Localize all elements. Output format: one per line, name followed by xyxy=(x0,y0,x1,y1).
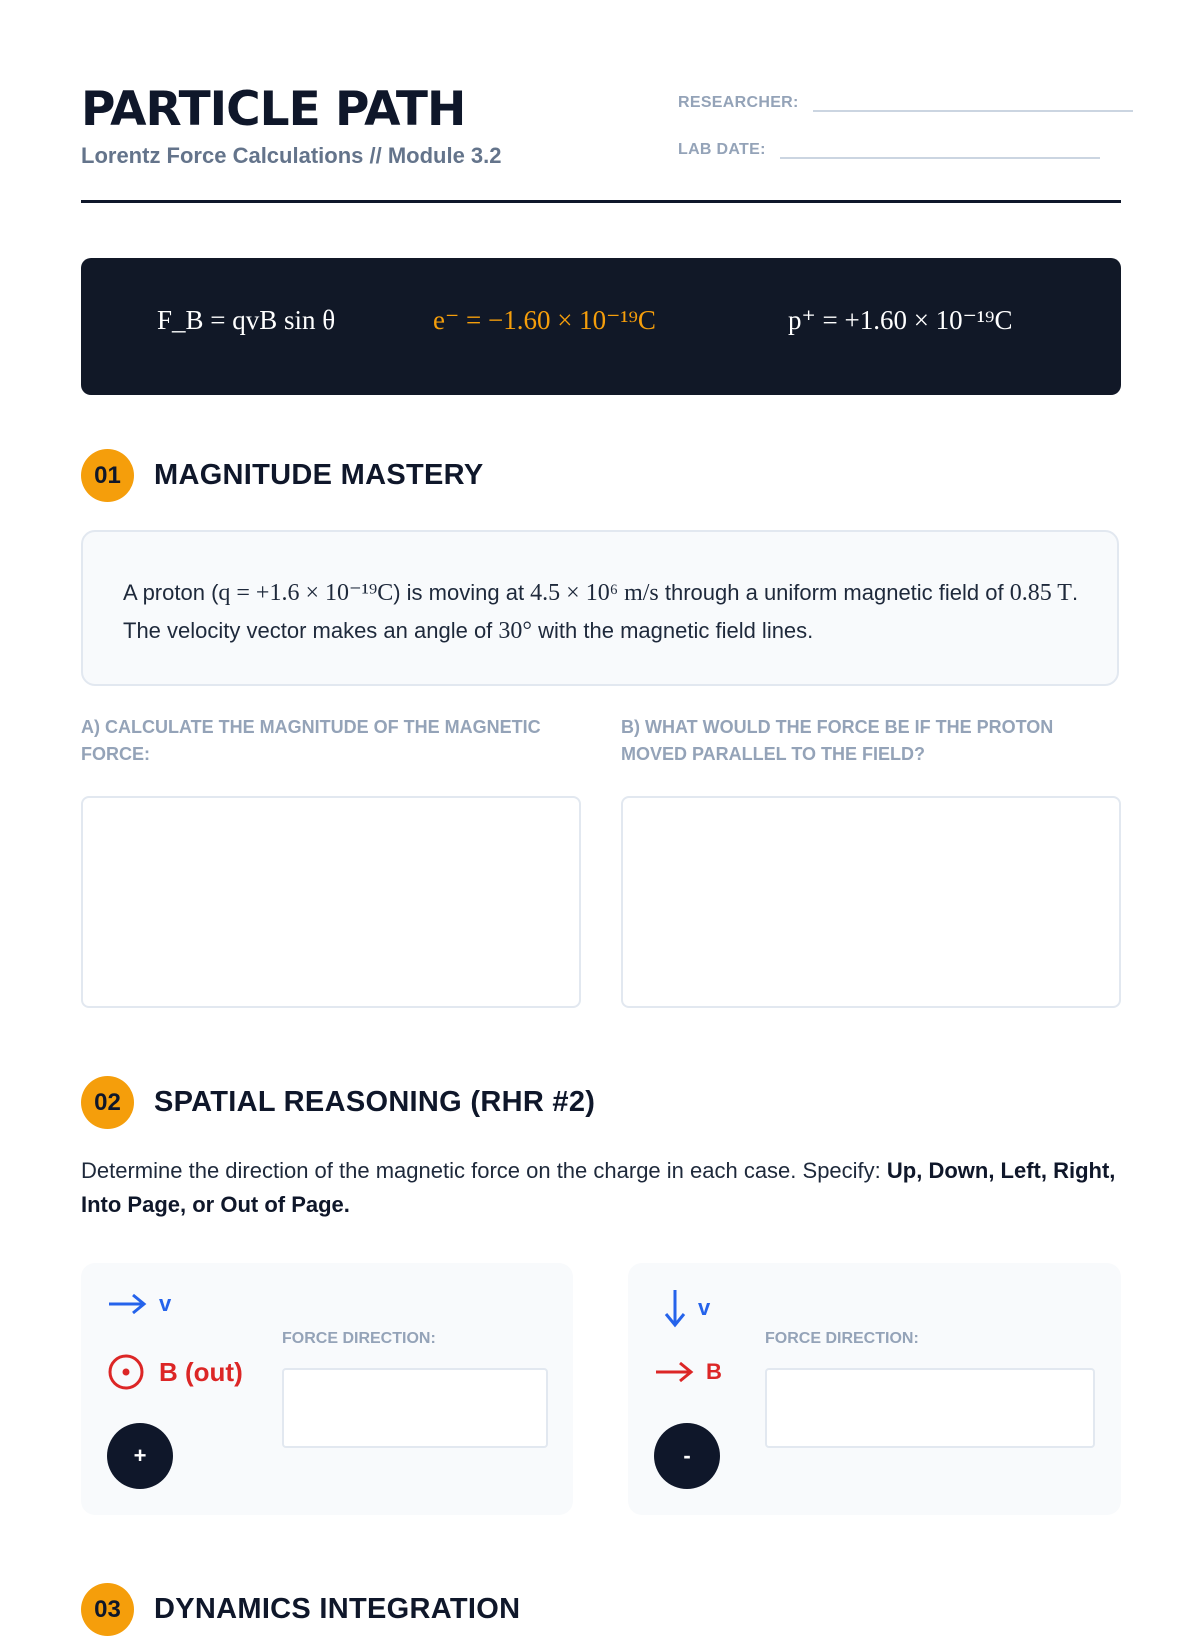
angle-value: 30° xyxy=(498,618,533,644)
arrow-right-icon xyxy=(654,1361,694,1383)
problem-text-part: with the magnetic field lines. xyxy=(532,618,814,643)
header-divider xyxy=(81,200,1121,203)
researcher-row xyxy=(678,88,1133,112)
problem-text-part: A proton ( xyxy=(123,580,219,605)
proton-charge-value: q = +1.6 × 10⁻¹⁹C xyxy=(218,580,394,606)
section-2-number: 02 xyxy=(81,1076,134,1129)
section-2-instructions xyxy=(81,1154,1121,1222)
negative-charge: - xyxy=(654,1423,720,1489)
section-3-number: 03 xyxy=(81,1583,134,1636)
section-1-number: 01 xyxy=(81,449,134,502)
rhr-case-2 xyxy=(628,1263,1121,1515)
field-strength-value: 0.85 T xyxy=(1009,580,1072,606)
proton-speed-value: 4.5 × 10⁶ m/s xyxy=(530,580,659,606)
field-label-1: B (out) xyxy=(159,1356,243,1387)
force-direction-label-2: FORCE DIRECTION: xyxy=(765,1330,919,1347)
section-3-heading xyxy=(81,1583,520,1636)
electron-charge-formula: e⁻ = −1.60 × 10⁻¹⁹C xyxy=(433,305,656,335)
section-3-title: DYNAMICS INTEGRATION xyxy=(154,1593,521,1625)
lorentz-formula: F_B = qvB sin θ xyxy=(157,305,336,335)
field-label-2: B xyxy=(706,1359,722,1384)
force-direction-label-1: FORCE DIRECTION: xyxy=(282,1330,436,1347)
problem-text-part: . The velocity vector makes an angle of xyxy=(123,580,1079,643)
lab-date-label: LAB DATE: xyxy=(678,141,766,158)
lab-date-field[interactable] xyxy=(780,135,1100,159)
lab-date-row xyxy=(678,135,1100,159)
question-b-label: B) WHAT WOULD THE FORCE BE IF THE PROTON MOVED PARALLEL TO THE FIELD? xyxy=(621,717,1054,764)
field-vector-1 xyxy=(107,1353,243,1391)
problem-text xyxy=(123,574,1083,650)
velocity-vector-1 xyxy=(107,1291,171,1317)
problem-box xyxy=(81,530,1119,686)
answer-a-box[interactable] xyxy=(81,796,581,1008)
section-1-title: MAGNITUDE MASTERY xyxy=(154,459,484,491)
rhr-case-1 xyxy=(81,1263,573,1515)
researcher-label: RESEARCHER: xyxy=(678,94,799,111)
worksheet-title: PARTICLE PATH xyxy=(81,82,466,137)
section-1-heading xyxy=(81,449,483,502)
worksheet-page xyxy=(81,0,1121,1625)
question-a-label: A) CALCULATE THE MAGNITUDE OF THE MAGNETIC FORCE: xyxy=(81,717,541,764)
velocity-label-2: v xyxy=(698,1295,711,1320)
dot-circle-icon xyxy=(107,1353,145,1391)
force-direction-input-1[interactable] xyxy=(282,1368,548,1448)
field-vector-2 xyxy=(654,1359,722,1385)
velocity-vector-2 xyxy=(664,1288,710,1328)
force-direction-input-2[interactable] xyxy=(765,1368,1095,1448)
problem-text-part: through a uniform magnetic field of xyxy=(658,580,1010,605)
arrow-right-icon xyxy=(107,1293,147,1315)
positive-charge: + xyxy=(107,1423,173,1489)
section-2-title: SPATIAL REASONING (RHR #2) xyxy=(154,1086,596,1118)
instructions-text: Determine the direction of the magnetic force on the charge in each case. Specify: xyxy=(81,1158,887,1183)
researcher-field[interactable] xyxy=(813,88,1133,112)
direction-options: Up, Down, Left, Right, Into Page, or Out of Page. xyxy=(81,1158,1116,1217)
velocity-label-1: v xyxy=(159,1291,172,1316)
proton-charge-formula: p⁺ = +1.60 × 10⁻¹⁹C xyxy=(788,305,1013,335)
section-2-heading xyxy=(81,1076,595,1129)
answer-b-box[interactable] xyxy=(621,796,1121,1008)
arrow-down-icon xyxy=(664,1288,686,1328)
worksheet-subtitle: Lorentz Force Calculations // Module 3.2 xyxy=(81,143,502,168)
problem-text-part: ) is moving at xyxy=(393,580,531,605)
